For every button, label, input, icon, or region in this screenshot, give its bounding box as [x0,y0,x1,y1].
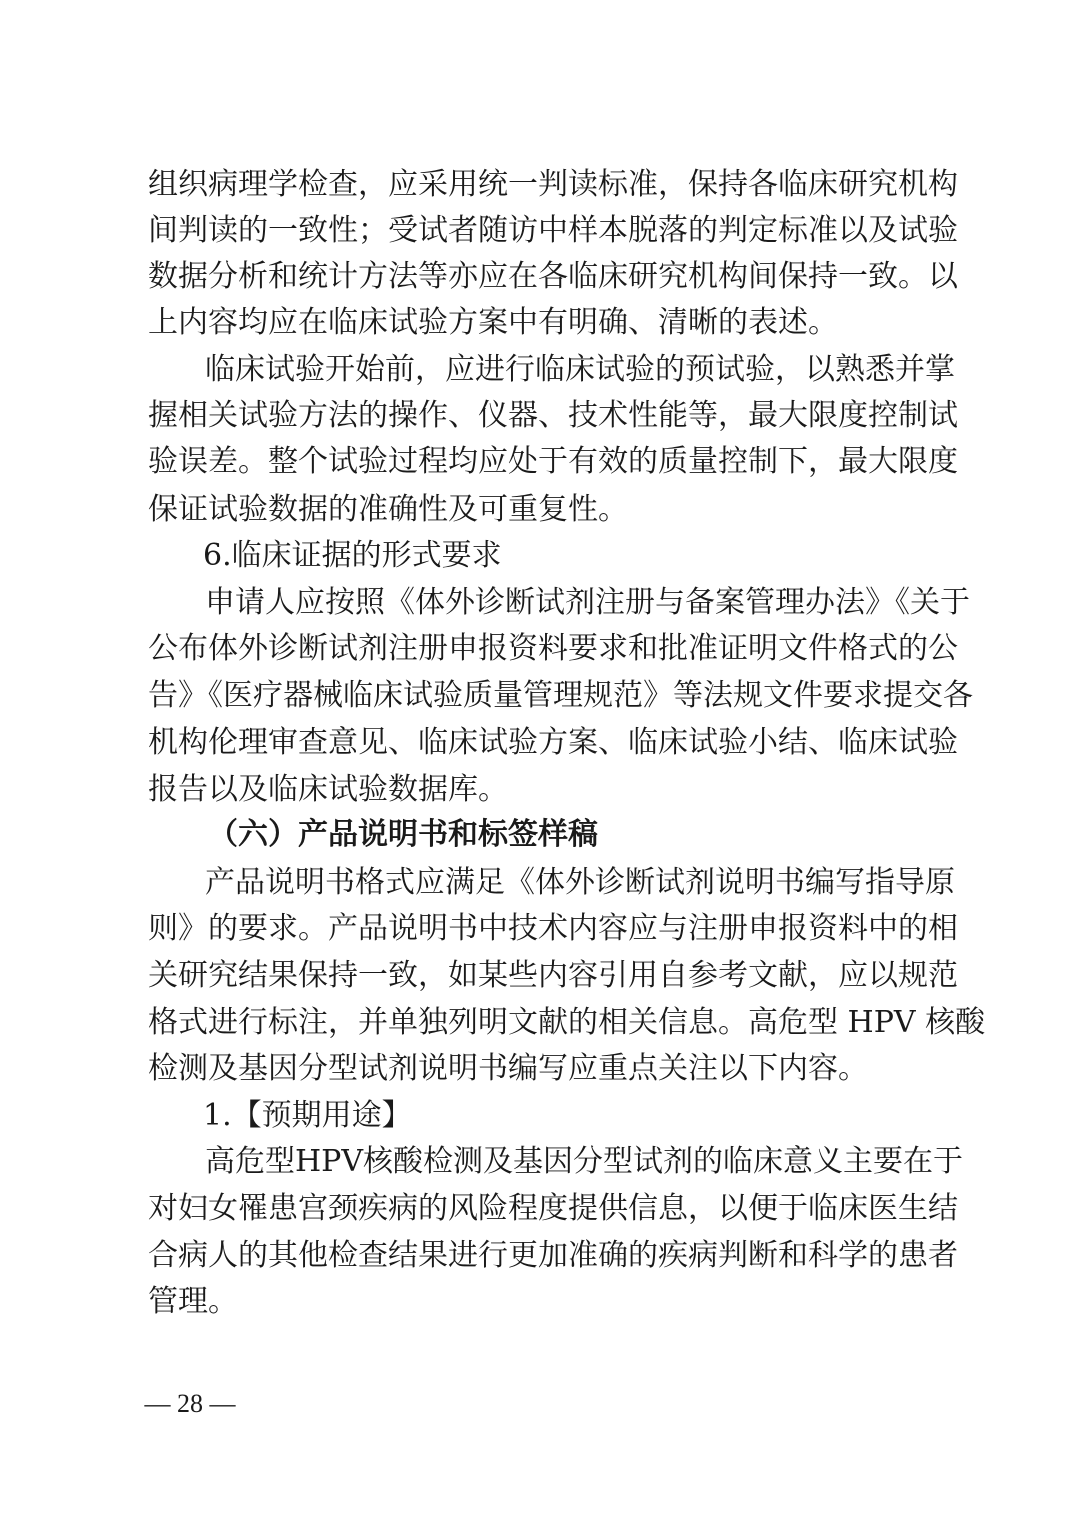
paragraph-line: 数据分析和统计方法等亦应在各临床研究机构间保持一致。以 [148,259,958,294]
section-heading: （六）产品说明书和标签样稿 [208,817,598,852]
paragraph-line: 握相关试验方法的操作、仪器、技术性能等，最大限度控制试 [148,398,958,433]
paragraph-line: 则》的要求。产品说明书中技术内容应与注册申报资料中的相 [148,911,958,946]
paragraph-line: 检测及基因分型试剂说明书编写应重点关注以下内容。 [148,1051,868,1086]
paragraph-line: 组织病理学检查，应采用统一判读标准，保持各临床研究机构 [148,167,958,202]
paragraph-line: 告》《医疗器械临床试验质量管理规范》等法规文件要求提交各 [148,678,973,713]
section-heading: 1.【预期用途】 [203,1098,412,1133]
paragraph-line: 申请人应按照《体外诊断试剂注册与备案管理办法》《关于 [205,585,970,620]
paragraph-line: 临床试验开始前，应进行临床试验的预试验，以熟悉并掌 [205,352,955,387]
paragraph-line: 上内容均应在临床试验方案中有明确、清晰的表述。 [148,305,838,340]
paragraph-line: 合病人的其他检查结果进行更加准确的疾病判断和科学的患者 [148,1238,958,1273]
paragraph-line: 高危型HPV核酸检测及基因分型试剂的临床意义主要在于 [205,1144,964,1179]
paragraph-line: 公布体外诊断试剂注册申报资料要求和批准证明文件格式的公 [148,631,958,666]
paragraph-line: 管理。 [148,1284,238,1319]
paragraph-line: 间判读的一致性；受试者随访中样本脱落的判定标准以及试验 [148,213,958,248]
paragraph-line: 机构伦理审查意见、临床试验方案、临床试验小结、临床试验 [148,725,958,760]
paragraph-line: 对妇女罹患宫颈疾病的风险程度提供信息，以便于临床医生结 [148,1191,958,1226]
paragraph-line: 验误差。整个试验过程均应处于有效的质量控制下，最大限度 [148,444,958,479]
section-heading: 6.临床证据的形式要求 [203,538,502,573]
paragraph-line: 保证试验数据的准确性及可重复性。 [148,492,628,527]
paragraph-line: 关研究结果保持一致，如某些内容引用自参考文献，应以规范 [148,958,958,993]
page-number: — 28 — [144,1389,236,1418]
paragraph-line: 产品说明书格式应满足《体外诊断试剂说明书编写指导原 [205,865,955,900]
paragraph-line: 报告以及临床试验数据库。 [148,772,508,807]
paragraph-line: 格式进行标注，并单独列明文献的相关信息。高危型 HPV 核酸 [148,1005,986,1040]
